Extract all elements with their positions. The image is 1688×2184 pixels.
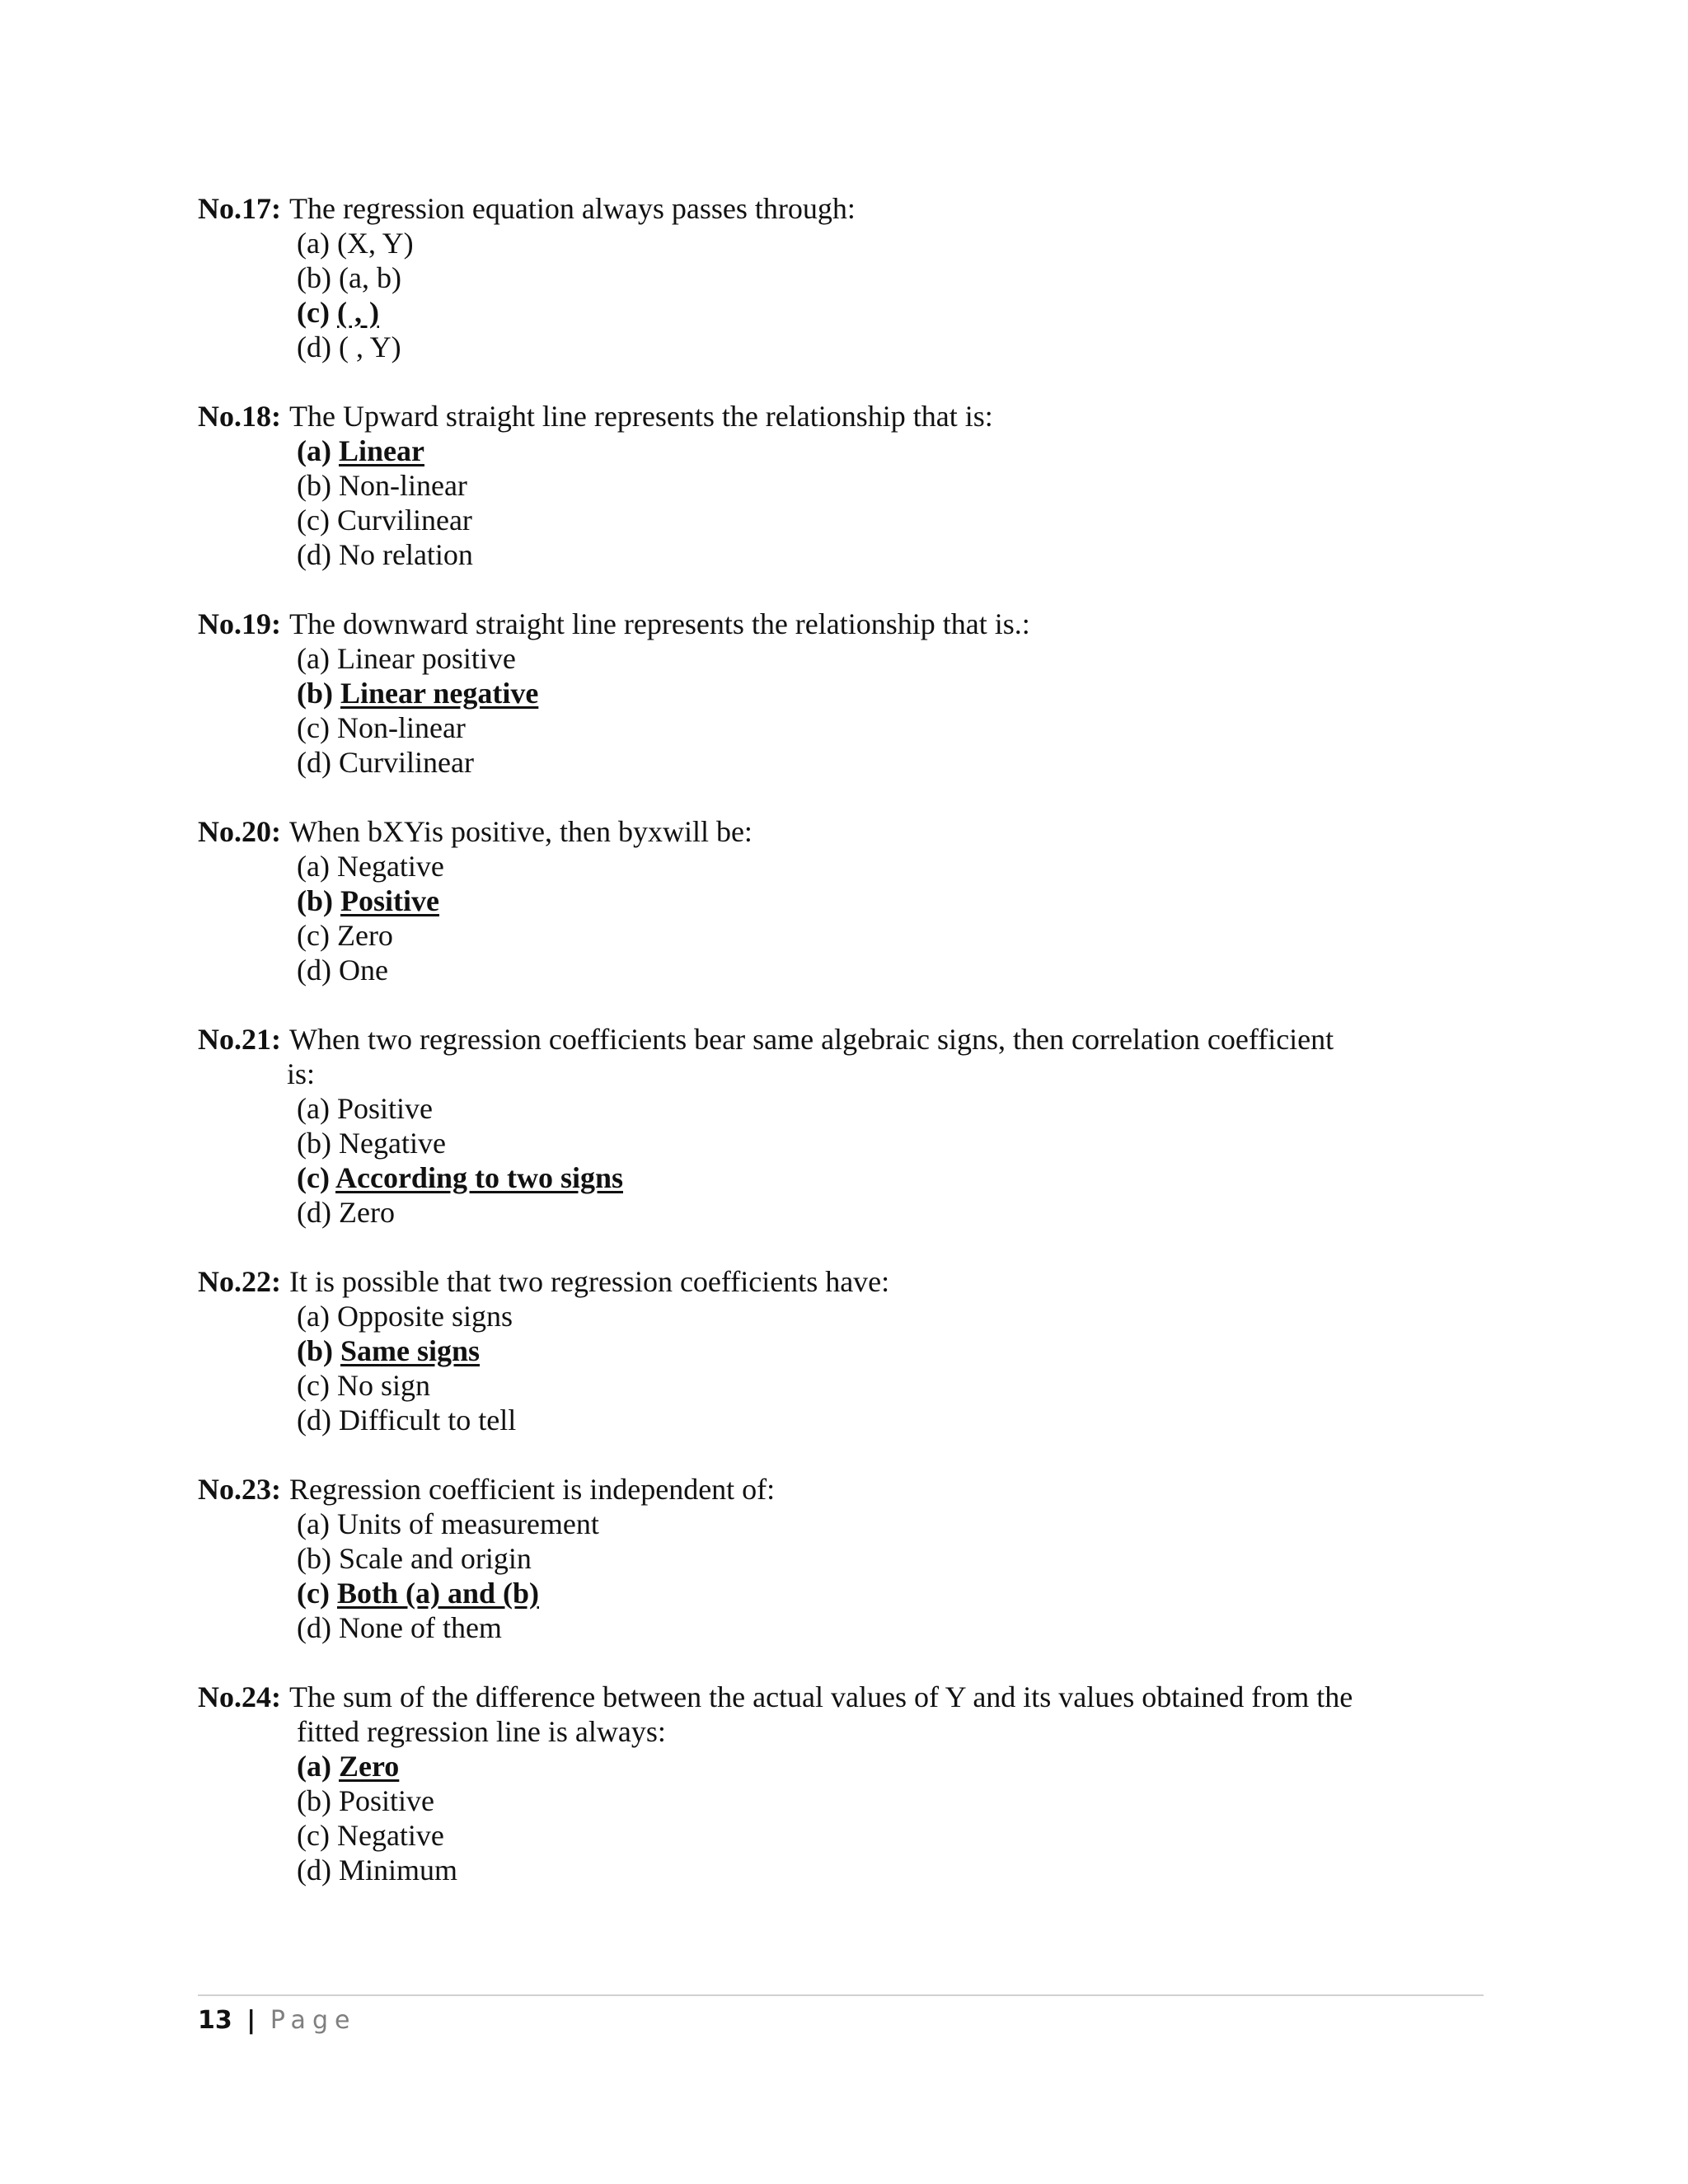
option-label: (a) xyxy=(297,1507,330,1540)
question-22 xyxy=(198,1264,1401,1437)
option-label: (a) xyxy=(297,850,330,883)
option-b-correct xyxy=(297,676,1401,710)
question-header xyxy=(198,191,1401,226)
option-label: (d) xyxy=(297,1854,331,1886)
option-label: (d) xyxy=(297,330,331,363)
question-24 xyxy=(198,1680,1401,1887)
option-text: Non-linear xyxy=(336,711,466,744)
option-text: Zero xyxy=(338,1196,395,1229)
page-number: 13 xyxy=(198,2006,232,2035)
option-text: Negative xyxy=(338,1127,446,1160)
option-list xyxy=(198,226,1401,364)
option-text: Units of measurement xyxy=(336,1507,599,1540)
option-c-correct xyxy=(297,1576,1401,1610)
question-text: The sum of the difference between the actual values of Y and its values obtained from the xyxy=(289,1680,1353,1713)
question-23 xyxy=(198,1472,1401,1645)
option-label: (c) xyxy=(297,1577,330,1610)
option-label: (c) xyxy=(297,296,330,329)
option-text: One xyxy=(338,954,388,987)
option-c xyxy=(297,1818,1401,1853)
option-a-correct xyxy=(297,1749,1401,1783)
option-b-correct xyxy=(297,1333,1401,1368)
option-text: Linear negative xyxy=(340,677,539,710)
question-text: It is possible that two regression coefficients have: xyxy=(289,1265,890,1298)
question-text: The downward straight line represents the relationship that is.: xyxy=(289,607,1030,640)
option-d xyxy=(297,1195,1401,1230)
option-label: (d) xyxy=(297,1196,331,1229)
option-d xyxy=(297,953,1401,987)
option-label: (a) xyxy=(297,1300,330,1333)
option-list xyxy=(198,1091,1401,1230)
option-b-correct xyxy=(297,883,1401,918)
option-a xyxy=(297,1091,1401,1126)
question-text: When two regression coefficients bear same algebraic signs, then correlation coefficient xyxy=(289,1023,1334,1056)
option-label: (d) xyxy=(297,954,331,987)
option-text: Opposite signs xyxy=(336,1300,513,1333)
option-b xyxy=(297,260,1401,295)
question-text: The regression equation always passes through: xyxy=(289,192,856,225)
question-header xyxy=(198,1680,1401,1714)
question-19 xyxy=(198,607,1401,780)
question-17 xyxy=(198,191,1401,364)
option-text: Positive xyxy=(336,1092,433,1125)
question-text: Regression coefficient is independent of: xyxy=(289,1473,776,1506)
option-text: Negative xyxy=(336,850,444,883)
option-b xyxy=(297,1126,1401,1160)
option-label: (a) xyxy=(297,1092,330,1125)
option-list xyxy=(198,434,1401,572)
question-header xyxy=(198,399,1401,434)
option-text: Positive xyxy=(340,884,439,917)
option-label: (d) xyxy=(297,1404,331,1436)
option-label: (c) xyxy=(297,504,330,537)
option-text: Curvilinear xyxy=(336,504,472,537)
option-text: According to two signs xyxy=(335,1161,623,1194)
question-number: No.23: xyxy=(198,1473,281,1506)
question-number: No.20: xyxy=(198,815,281,848)
option-b xyxy=(297,1541,1401,1576)
question-text: When bXYis positive, then byxwill be: xyxy=(289,815,753,848)
option-label: (a) xyxy=(297,227,330,260)
option-text: Minimum xyxy=(338,1854,458,1886)
option-text: Non-linear xyxy=(338,469,467,502)
option-text: Positive xyxy=(338,1784,434,1817)
option-text: No sign xyxy=(336,1369,430,1402)
option-c xyxy=(297,1368,1401,1403)
option-text: Linear xyxy=(338,434,424,467)
option-text: Difficult to tell xyxy=(338,1404,517,1436)
question-header xyxy=(198,607,1401,641)
option-c-correct xyxy=(297,295,1401,330)
option-text: Both (a) and (b) xyxy=(336,1577,540,1610)
option-text: Scale and origin xyxy=(338,1542,532,1575)
option-a-correct xyxy=(297,434,1401,468)
option-b xyxy=(297,1783,1401,1818)
question-header xyxy=(198,814,1401,849)
option-text: (X, Y) xyxy=(336,227,414,260)
option-label: (b) xyxy=(297,1334,333,1367)
question-number: No.24: xyxy=(198,1680,281,1713)
option-label: (b) xyxy=(297,261,331,294)
option-d xyxy=(297,330,1401,364)
option-text: Negative xyxy=(336,1819,444,1852)
option-label: (c) xyxy=(297,711,330,744)
question-text-continued: fitted regression line is always: xyxy=(297,1715,666,1748)
question-header xyxy=(198,1472,1401,1507)
option-label: (b) xyxy=(297,1784,331,1817)
option-label: (c) xyxy=(297,1161,330,1194)
option-label: (b) xyxy=(297,884,333,917)
option-b xyxy=(297,468,1401,503)
option-label: (c) xyxy=(297,1369,330,1402)
option-text: Linear positive xyxy=(336,642,516,675)
option-text: Zero xyxy=(336,919,393,952)
option-d xyxy=(297,745,1401,780)
question-number: No.19: xyxy=(198,607,281,640)
footer-separator: | xyxy=(246,2006,256,2035)
option-a xyxy=(297,849,1401,883)
footer-divider xyxy=(198,1994,1484,1996)
option-text: Curvilinear xyxy=(338,746,474,779)
option-a xyxy=(297,1299,1401,1333)
option-text: No relation xyxy=(338,538,473,571)
option-label: (c) xyxy=(297,919,330,952)
option-a xyxy=(297,641,1401,676)
question-header xyxy=(198,1264,1401,1299)
question-number: No.18: xyxy=(198,400,281,433)
option-label: (c) xyxy=(297,1819,330,1852)
option-c xyxy=(297,503,1401,537)
option-d xyxy=(297,1403,1401,1437)
option-text: ( , Y) xyxy=(338,330,401,363)
option-text: Same signs xyxy=(340,1334,481,1367)
question-header xyxy=(198,1022,1401,1057)
option-list xyxy=(198,1299,1401,1437)
option-list xyxy=(198,1507,1401,1645)
option-label: (b) xyxy=(297,1127,331,1160)
question-text: The Upward straight line represents the relationship that is: xyxy=(289,400,993,433)
option-text: Zero xyxy=(338,1750,400,1783)
option-label: (d) xyxy=(297,538,331,571)
option-c xyxy=(297,710,1401,745)
option-text: (a, b) xyxy=(338,261,401,294)
page-footer xyxy=(198,2004,356,2037)
option-label: (b) xyxy=(297,469,331,502)
option-text: None of them xyxy=(338,1611,502,1644)
option-d xyxy=(297,537,1401,572)
option-label: (a) xyxy=(297,642,330,675)
option-list xyxy=(198,849,1401,987)
question-20 xyxy=(198,814,1401,987)
option-a xyxy=(297,1507,1401,1541)
option-label: (d) xyxy=(297,746,331,779)
option-list xyxy=(198,1749,1401,1887)
option-d xyxy=(297,1610,1401,1645)
question-number: No.17: xyxy=(198,192,281,225)
option-list xyxy=(198,641,1401,780)
option-label: (b) xyxy=(297,1542,331,1575)
option-label: (b) xyxy=(297,677,333,710)
option-d xyxy=(297,1853,1401,1887)
option-label: (a) xyxy=(297,434,331,467)
question-number: No.22: xyxy=(198,1265,281,1298)
question-text-continued: is: xyxy=(287,1057,316,1090)
option-label: (a) xyxy=(297,1750,331,1783)
option-c xyxy=(297,918,1401,953)
question-21 xyxy=(198,1022,1401,1230)
option-c-correct xyxy=(297,1160,1401,1195)
option-a xyxy=(297,226,1401,260)
question-number: No.21: xyxy=(198,1023,281,1056)
page-word: Page xyxy=(270,2006,357,2035)
option-label: (d) xyxy=(297,1611,331,1644)
question-18 xyxy=(198,399,1401,572)
option-text: ( , ) xyxy=(336,296,379,329)
